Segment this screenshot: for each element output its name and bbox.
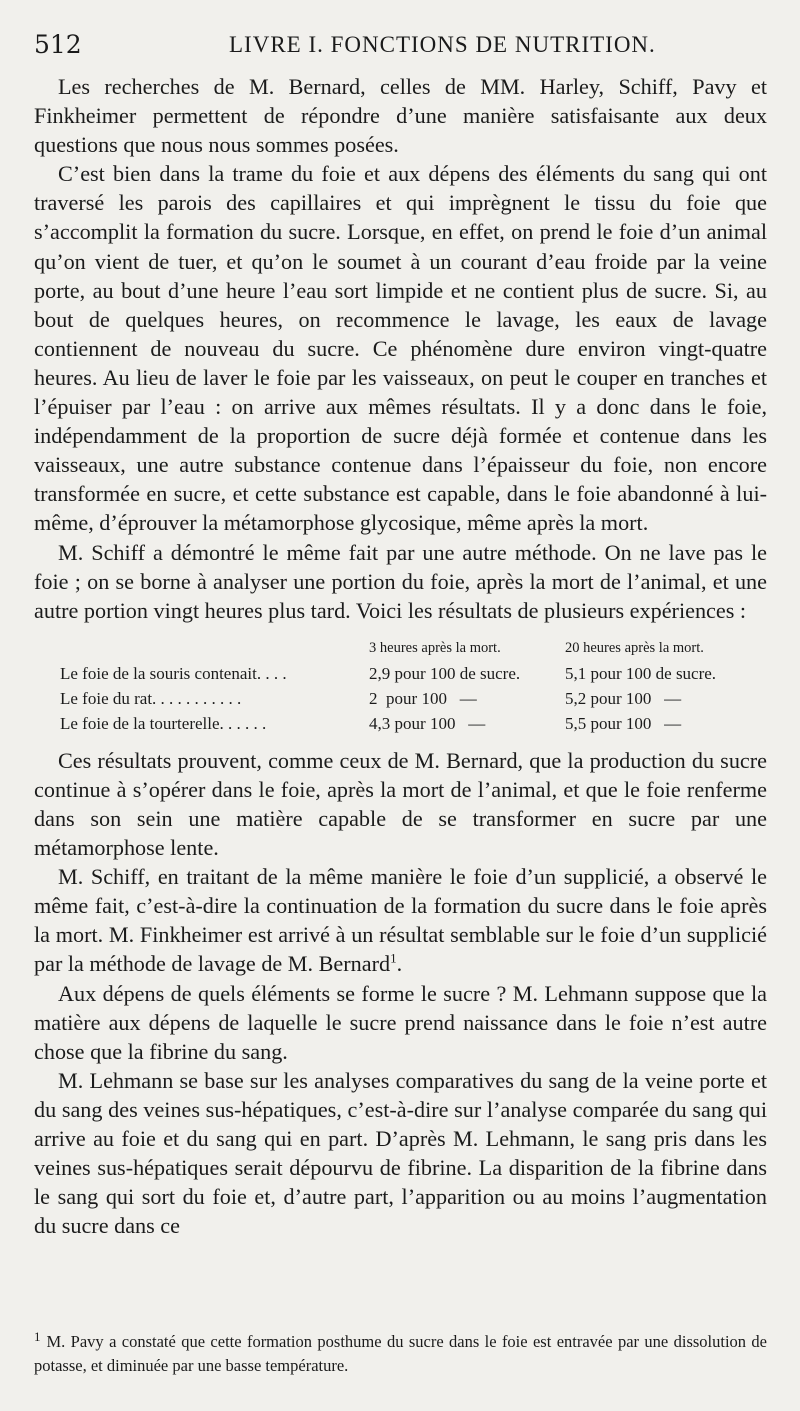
paragraph-2: C’est bien dans la trame du foie et aux dépens des éléments du sang qui ont traversé les parois des capillaires et qui imprègnent le tissu du foie que s’accomplit la formation du sucre. Lorsque, en effet, on prend le foie d’un animal qu’on vient de tuer, et qu’on le soumet à un courant d’eau froide par la veine porte, au bout d’une heure l’eau sort limpide et ne contient plus de sucre. Si, au bout de quelques heures, on recommence le lavage, les eaux de lavage contiennent de nouveau du sucre. Ce phénomène dure environ vingt-quatre heures. Au lieu de laver le foie par les vaisseaux, on peut le couper en tranches et l’épuiser par l’eau : on arrive aux mêmes résultats. Il y a donc dans le foie, indépendamment de la proportion de sucre déjà formée et contenue dans les vaisseaux, une autre substance contenue dans l’épaisseur du foie, non encore transformée en sucre, et cette substance est capable, dans le foie abandonné à lui-même, d’éprouver la métamorphose glycosique, même après la mort. bbox=[34, 161, 767, 536]
page-number: 512 bbox=[34, 30, 82, 59]
paragraph-5-end: . bbox=[396, 951, 403, 977]
paragraph-3: M. Schiff a démontré le même fait par une autre méthode. On ne lave pas le foie ; on se borne à analyser une portion du foie, après la mort de l’animal, et une autre portion vingt heures plus tard. Voici les résultats de plusieurs expériences : bbox=[34, 539, 767, 623]
table-cell: Le foie du rat. . . . . . . . . . . bbox=[60, 688, 242, 708]
table-cell: Le foie de la souris contenait. . . . bbox=[60, 663, 287, 683]
table-row bbox=[60, 711, 767, 736]
paragraph-1: Les recherches de M. Bernard, celles de MM. Harley, Schiff, Pavy et Finkheimer permettent de répondre d’une manière satisfaisante aux deux questions que nous nous sommes posées. bbox=[34, 74, 767, 158]
footnote-reference[interactable]: 1 bbox=[390, 951, 397, 967]
body-text bbox=[34, 72, 767, 1240]
table-cell: 5,5 pour 100 — bbox=[564, 713, 682, 733]
paragraph-4: Ces résultats prouvent, comme ceux de M. Bernard, que la production du sucre continue à s’opérer dans le foie, après la mort de l’animal, et que le foie renferme dans son sein une matière capable de se transformer en sucre par une métamorphose lente. bbox=[34, 747, 767, 861]
running-title: LIVRE I. FONCTIONS DE NUTRITION. bbox=[229, 32, 656, 57]
paragraph-7: M. Lehmann se base sur les analyses comparatives du sang de la veine porte et du sang des veines sus-hépatiques, c’est-à-dire sur l’analyse comparée du sang qui arrive au foie et du sang qui en part. D’après M. Lehmann, le sang pris dans les veines sus-hépatiques serait dépourvu de fibrine. La disparition de la fibrine dans le sang qui sort du foie et, d’autre part, l’apparition ou au moins l’augmentation du sucre dans ce bbox=[34, 1067, 767, 1239]
footnote bbox=[34, 1330, 767, 1378]
table-row bbox=[60, 661, 767, 686]
table-cell: 5,2 pour 100 — bbox=[564, 688, 682, 708]
table-header: 20 heures après la mort. bbox=[564, 639, 704, 656]
table-cell: 5,1 pour 100 de sucre. bbox=[564, 663, 717, 683]
table-cell: Le foie de la tourterelle. . . . . . bbox=[60, 713, 267, 733]
table-header bbox=[60, 637, 369, 661]
paragraph-5 bbox=[34, 862, 767, 978]
paragraph-5-text: M. Schiff, en traitant de la même manière le foie d’un supplicié, a observé le même fait, c’est-à-dire la continuation de la formation du sucre dans le foie après la mort. M. Finkheimer est arrivé à un résultat semblable sur le foie d’un supplicié par la méthode de lavage de M. Bernard bbox=[34, 864, 767, 977]
table-row bbox=[60, 686, 767, 711]
results-table bbox=[60, 637, 767, 736]
page-header bbox=[34, 30, 774, 64]
footnote-mark: 1 bbox=[34, 1328, 41, 1344]
paragraph-6: Aux dépens de quels éléments se forme le sucre ? M. Lehmann suppose que la matière aux dépens de laquelle le sucre prend naissance dans le foie n’est autre chose que la fibrine du sang. bbox=[34, 980, 767, 1064]
table-cell: 2,9 pour 100 de sucre. bbox=[369, 663, 521, 683]
table-cell: 2 pour 100 — bbox=[369, 688, 477, 708]
table-cell: 4,3 pour 100 — bbox=[369, 713, 486, 733]
footnote-text: M. Pavy a constaté que cette formation posthume du sucre dans le foie est entravée par une dissolution de potasse, et diminuée par une basse température. bbox=[34, 1332, 767, 1375]
table-header-row bbox=[60, 637, 767, 661]
table-header: 3 heures après la mort. bbox=[369, 639, 501, 656]
